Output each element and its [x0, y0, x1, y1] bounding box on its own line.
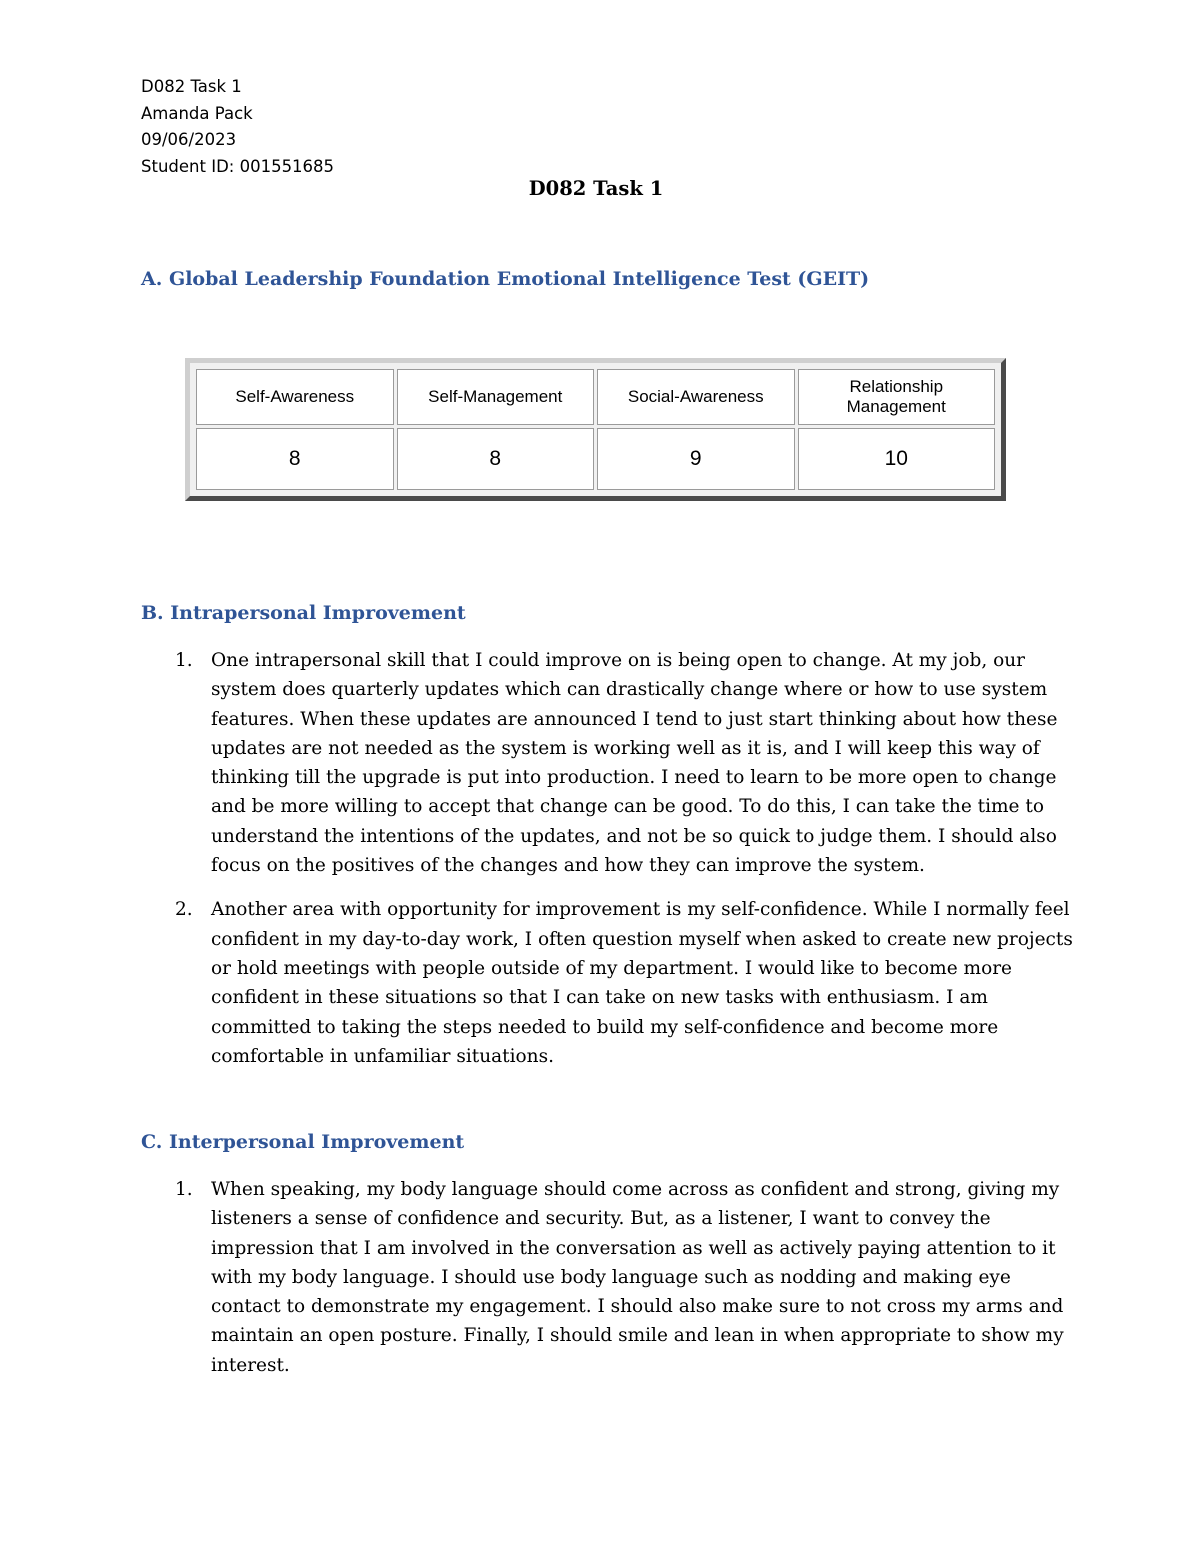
table-header-row [196, 369, 995, 425]
list-item-text: Another area with opportunity for improvement is my self-confidence. While I normally feel confident in my day-to-day work, I often question myself when asked to create new projects or hold meetings with people outside of my department. I would like to become more confident in these situations so that I can take on new tasks with enthusiasm. I am committed to taking the steps needed to build my self-confidence and become more comfortable in unfamiliar situations. [211, 899, 1073, 1067]
list-item-text: When speaking, my body language should come across as confident and strong, giving my listeners a sense of confidence and security. But, as a listener, I want to convey the impression that I am involved in the conversation as well as actively paying attention to it with my body language. I should use body language such as nodding and making eye contact to demonstrate my engagement. I should also make sure to not cross my arms and maintain an open posture. Finally, I should smile and lean in when appropriate to show my interest. [211, 1179, 1064, 1376]
list-item-number: 1. [175, 1179, 193, 1200]
list-item-number: 2. [175, 899, 193, 921]
table-value-cell: 10 [798, 428, 996, 490]
list-item [141, 1175, 1081, 1380]
interpersonal-list [141, 1175, 1081, 1395]
list-item-number: 1. [175, 650, 193, 671]
list-item [141, 895, 1081, 1071]
table-header-cell: Self-Awareness [196, 369, 394, 425]
table-value-row [196, 428, 995, 490]
document-header [141, 74, 334, 180]
table-value-cell: 9 [597, 428, 795, 490]
header-author: Amanda Pack [141, 103, 253, 123]
section-a-heading: A. Global Leadership Foundation Emotional Intelligence Test (GEIT) [141, 268, 870, 290]
table-header-cell: Relationship Management [798, 369, 996, 425]
section-b-heading: B. Intrapersonal Improvement [141, 602, 466, 624]
geit-score-table [193, 366, 998, 493]
header-date: 09/06/2023 [141, 130, 237, 149]
document-title: D082 Task 1 [528, 177, 664, 200]
table-header-cell: Self-Management [397, 369, 595, 425]
section-c-heading: C. Interpersonal Improvement [141, 1131, 465, 1153]
list-item-text: One intrapersonal skill that I could improve on is being open to change. At my job, our system does quarterly updates which can drastically change where or how to use system features. When these updates are announced I tend to just start thinking about how these updates are not needed as the system is working well as it is, and I will keep this way of thinking till the upgrade is put into production. I need to learn to be more open to change and be more willing to accept that change can be good. To do this, I can take the time to understand the intentions of the updates, and not be so quick to judge them. I should also focus on the positives of the changes and how they can improve the system. [211, 650, 1058, 877]
table-value-cell: 8 [196, 428, 394, 490]
table-value-cell: 8 [397, 428, 595, 490]
table-header-cell: Social-Awareness [597, 369, 795, 425]
intrapersonal-list [141, 646, 1081, 1086]
header-course: D082 Task 1 [141, 77, 242, 96]
list-item [141, 646, 1081, 880]
geit-score-table-frame [185, 358, 1006, 501]
header-student-id: Student ID: 001551685 [141, 156, 335, 176]
